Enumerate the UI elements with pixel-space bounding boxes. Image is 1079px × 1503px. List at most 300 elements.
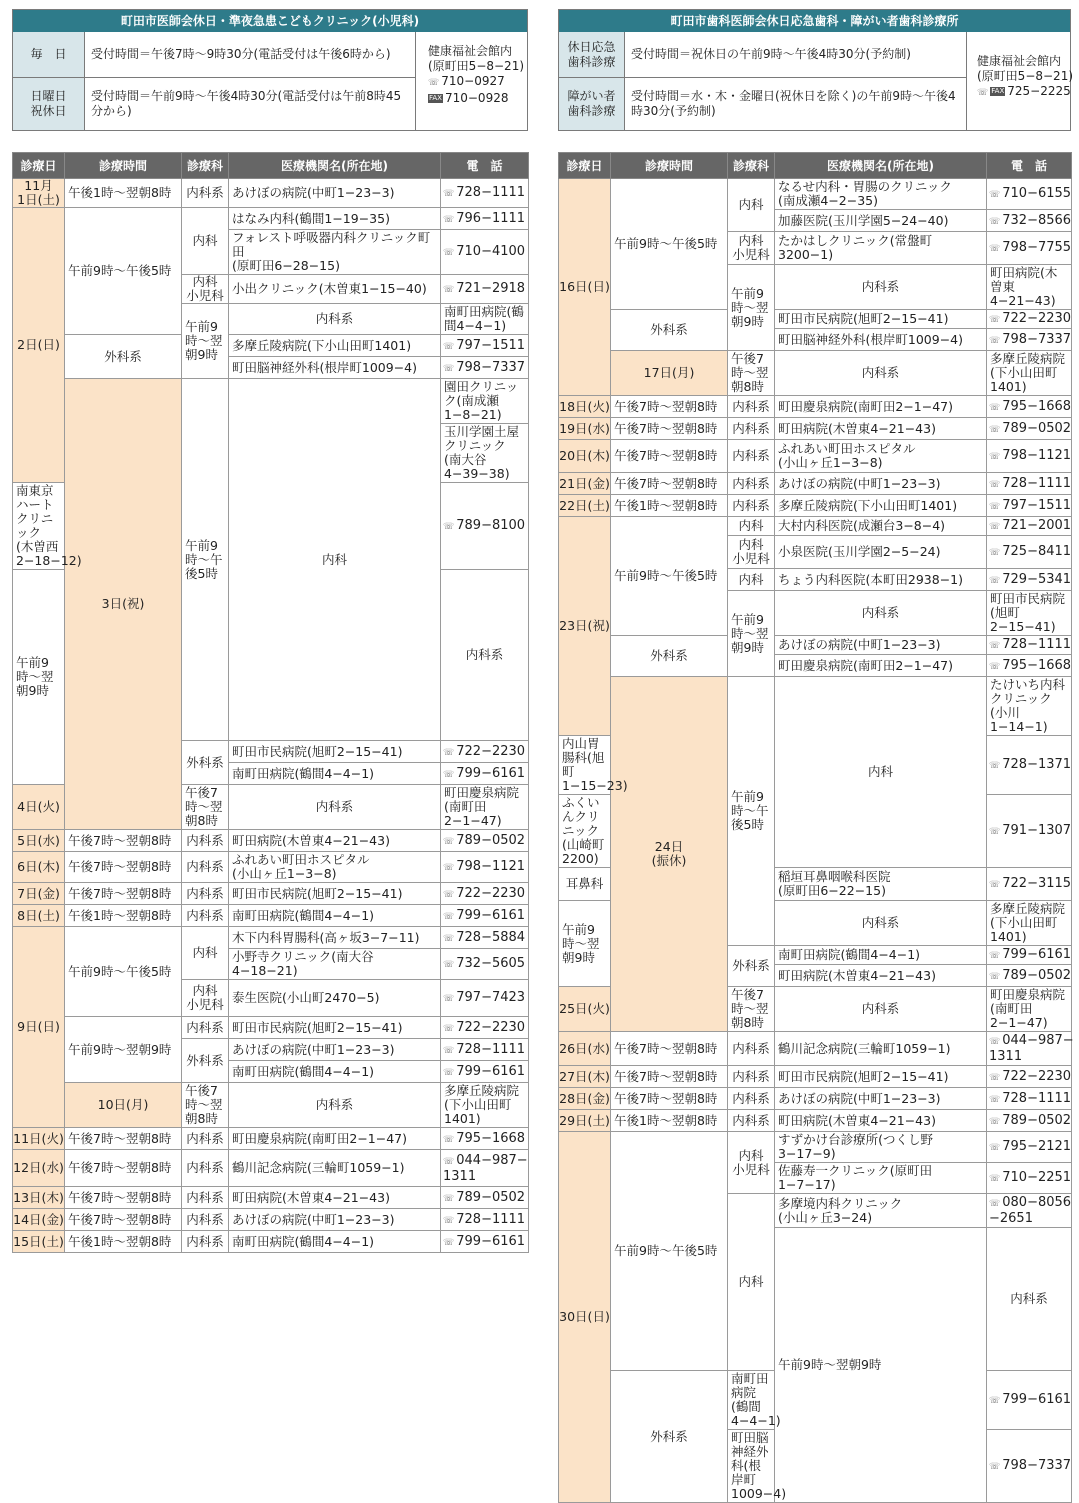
phone-icon: ☏ <box>989 190 1001 200</box>
cell-text: 多摩丘陵病院(下小山田町1401) <box>990 351 1066 394</box>
cell-text: 内科系 <box>186 1019 224 1035</box>
phone-icon: ☏ <box>443 1193 455 1204</box>
cell-text: 南町田病院(鶴間4−4−1) <box>778 947 921 962</box>
cell-text: 22日(土) <box>559 497 610 513</box>
phone-number: 729−5341 <box>1002 571 1072 587</box>
cell-text: 園田クリニック(南成瀬1−8−21) <box>444 379 519 422</box>
phone-number: 797−1511 <box>1002 497 1072 513</box>
row-label: 日曜日 祝休日 <box>13 78 85 130</box>
cell-text: 10日(月) <box>97 1097 149 1112</box>
facility-cell <box>229 1061 441 1083</box>
hours-cell <box>611 495 728 517</box>
cell-text: 内科系 <box>732 1112 770 1128</box>
cell-text: はなみ内科(鶴間1−19−35) <box>232 210 390 226</box>
cell-text: 午前9時〜翌朝9時 <box>731 611 769 655</box>
cell-text: 町田市民病院(旭町2−15−41) <box>778 311 949 326</box>
cell-text: 町田脳神経外科(根岸町1009−4) <box>778 331 963 347</box>
cell-text: ふれあい町田ホスピタル (小山ヶ丘1−3−8) <box>778 441 916 470</box>
dept-cell <box>775 987 987 1032</box>
cell-text: 内科系 <box>186 885 224 901</box>
date-cell <box>13 1231 65 1253</box>
cell-text: 町田市民病院(旭町2−15−41) <box>232 743 403 759</box>
cell-text: 多摩境内科クリニック (小山ヶ丘3−24) <box>778 1195 903 1225</box>
cell-text: 町田脳神経外科(根岸町1009−4) <box>232 359 417 375</box>
date-cell <box>611 351 728 396</box>
cell-text: 5日(水) <box>17 832 60 848</box>
hours-cell <box>728 591 775 677</box>
dept-cell <box>728 1194 775 1371</box>
cell-text: 南町田病院(鶴間4−4−1) <box>444 304 524 333</box>
dept-cell <box>182 179 229 208</box>
cell-text: 21日(金) <box>559 475 610 491</box>
header-facility: 医療機関名(所在地) <box>229 153 441 179</box>
cell-text: 14日(金) <box>13 1211 64 1227</box>
phone-number: 791−1307 <box>1002 823 1072 838</box>
info-box-title: 町田市医師会休日・準夜急患こどもクリニック(小児科) <box>13 10 527 32</box>
facility-cell <box>728 1371 781 1430</box>
phone-number: 799−6161 <box>456 1063 526 1079</box>
cell-text: 8日(土) <box>17 907 60 923</box>
dept-cell <box>728 495 775 517</box>
cell-text: 内科系 <box>315 311 354 326</box>
table-row <box>13 379 529 424</box>
date-cell <box>13 852 65 883</box>
phone-cell <box>987 1066 1072 1088</box>
phone-number: 799−6161 <box>456 907 526 923</box>
cell-text: 南町田病院(鶴間4−4−1) <box>232 1233 375 1249</box>
phone-icon: ☏ <box>443 285 455 295</box>
cell-text: 16日(日) <box>559 279 610 294</box>
table-row <box>559 310 1072 329</box>
phone-cell <box>987 1088 1072 1110</box>
table-row <box>559 418 1072 440</box>
dept-cell <box>775 591 987 636</box>
dept-cell <box>728 536 775 569</box>
phone-cell <box>987 1132 1072 1163</box>
dept-cell <box>229 1083 441 1128</box>
cell-text: 町田脳神経外科(根岸町1009−4) <box>731 1430 787 1501</box>
phone-cell <box>987 418 1072 440</box>
cell-text: 内科系 <box>315 799 354 814</box>
phone-number: 722−2230 <box>456 885 526 901</box>
phone-icon: ☏ <box>443 911 455 922</box>
cell-text: 午後7時〜翌朝8時 <box>68 1160 172 1175</box>
hours-cell <box>182 1083 229 1128</box>
phone-icon: ☏ <box>443 363 455 374</box>
cell-text: 木下内科胃腸科(高ヶ坂3−7−11) <box>232 929 420 945</box>
header-phone: 電 話 <box>441 153 529 179</box>
phone-cell <box>987 1194 1072 1228</box>
cell-text: 午後7時〜翌朝8時 <box>614 448 718 463</box>
cell-text: 町田慶泉病院(南町田2−1−47) <box>232 1130 408 1146</box>
table-row <box>13 1017 529 1039</box>
facility-cell <box>987 677 1072 736</box>
phone-icon: ☏ <box>989 424 1001 435</box>
cell-text: 午後7時〜翌朝8時 <box>614 1040 718 1056</box>
facility-cell <box>775 418 987 440</box>
cell-text: 11日(火) <box>13 1130 64 1146</box>
dept-cell <box>182 927 229 980</box>
phone-icon: ☏ <box>989 951 1001 961</box>
cell-text: 18日(火) <box>559 398 610 414</box>
table-row <box>13 179 529 208</box>
cell-text: 内科系 <box>732 497 770 513</box>
cell-text: 午後7時〜翌朝8時 <box>731 987 769 1030</box>
cell-text: 午後7時〜翌朝8時 <box>68 832 172 848</box>
row-label: 毎 日 <box>13 32 85 77</box>
cell-text: 内科系 <box>861 365 900 380</box>
phone-cell <box>441 830 529 852</box>
phone-number: 710−6155 <box>1002 186 1072 201</box>
cell-text: 町田病院(木曽東4−21−43) <box>778 967 936 983</box>
cell-text: 内科系 <box>186 1233 224 1249</box>
cell-text: 内科 <box>321 551 347 567</box>
facility-cell <box>229 949 441 980</box>
date-cell <box>65 379 182 830</box>
date-cell <box>559 987 611 1032</box>
table-row <box>13 1128 529 1150</box>
info-box-dental <box>558 9 1074 131</box>
phone-number: 798−1121 <box>1002 448 1072 463</box>
facility-cell <box>775 495 987 517</box>
row-text: 受付時間＝祝休日の午前9時〜午後4時30分(予約制) <box>631 47 911 61</box>
phone-number: 797−1511 <box>456 337 526 353</box>
dept-cell <box>775 901 987 946</box>
facility-cell <box>229 852 441 883</box>
phone-cell <box>441 1187 529 1209</box>
date-cell <box>559 473 611 495</box>
facility-cell <box>229 1128 441 1150</box>
phone-cell <box>987 868 1072 901</box>
venue-address: (原町田5−8−21) <box>977 69 1074 83</box>
dept-cell <box>775 677 987 868</box>
cell-text: 25日(火) <box>559 1001 610 1016</box>
hours-cell <box>182 379 229 741</box>
phone-icon: ☏ <box>443 1156 455 1167</box>
phone-cell <box>441 179 529 208</box>
dept-cell <box>182 275 229 304</box>
hours-cell <box>65 179 182 208</box>
table-row <box>559 179 1072 210</box>
dept-cell <box>229 379 441 741</box>
phone-icon: ☏ <box>989 1462 1001 1472</box>
cell-text: 内科系 <box>315 1097 354 1112</box>
hours-cell <box>611 1132 728 1371</box>
phone-number: 044−987− 1311 <box>443 1152 528 1184</box>
hours-cell <box>728 265 775 351</box>
facility-cell <box>229 905 441 927</box>
phone-icon: ☏ <box>989 827 1001 837</box>
hours-cell <box>728 987 775 1032</box>
date-cell <box>13 179 65 208</box>
phone-cell <box>987 795 1072 868</box>
hours-cell <box>611 418 728 440</box>
facility-cell <box>229 1209 441 1231</box>
cell-text: 玉川学園土屋クリニック (南大谷4−39−38) <box>444 424 520 481</box>
schedule-table-right <box>558 152 1072 1503</box>
cell-text: 多摩丘陵病院(下小山田町1401) <box>444 1083 520 1126</box>
phone-cell <box>441 980 529 1017</box>
dept-cell <box>728 1132 775 1194</box>
phone-cell <box>441 483 529 570</box>
dept-cell <box>728 418 775 440</box>
facility-cell <box>775 232 987 265</box>
cell-text: 午後7時〜翌朝8時 <box>68 859 172 874</box>
phone-cell <box>987 636 1072 655</box>
table-row <box>559 677 1072 736</box>
row-label: 障がい者 歯科診療 <box>559 78 625 130</box>
dept-cell <box>182 741 229 785</box>
cell-text: 町田慶泉病院(南町田2−1−47) <box>778 398 954 414</box>
phone-cell <box>987 440 1072 473</box>
cell-text: 町田市民病院(旭町2−15−41) <box>990 591 1066 634</box>
cell-text: 町田病院(木曽東4−21−43) <box>232 832 390 848</box>
phone-number: 728−1111 <box>456 185 526 200</box>
phone-number: 795−1668 <box>1002 398 1072 414</box>
phone-cell <box>987 1163 1072 1194</box>
facility-cell <box>229 1039 441 1061</box>
phone-cell <box>987 536 1072 569</box>
cell-text: 内科 小児科 <box>732 233 770 262</box>
phone-cell <box>441 1150 529 1187</box>
phone-number: 797−7423 <box>456 990 526 1005</box>
cell-text: 南町田病院(鶴間4−4−1) <box>232 765 375 781</box>
phone-icon: ☏ <box>989 575 1001 586</box>
table-row <box>559 396 1072 418</box>
cell-text: 午前9時〜翌朝9時 <box>185 319 223 362</box>
date-cell <box>13 1209 65 1231</box>
facility-cell <box>775 396 987 418</box>
phone-number: 795−1668 <box>456 1130 526 1146</box>
cell-text: 内科 小児科 <box>186 983 224 1012</box>
date-cell <box>13 830 65 852</box>
hours-cell <box>611 179 728 310</box>
info-box-title: 町田市歯科医師会休日応急歯科・障がい者歯科診療所 <box>559 10 1070 32</box>
dept-cell <box>182 1017 229 1039</box>
facility-cell <box>441 304 529 335</box>
facility-cell <box>229 1150 441 1187</box>
table-row <box>559 1032 1072 1066</box>
dept-cell <box>728 396 775 418</box>
hours-cell <box>559 901 611 987</box>
phone-icon: ☏ <box>443 1237 455 1248</box>
phone-number: 710−4100 <box>456 244 526 259</box>
hours-cell <box>611 1088 728 1110</box>
phone-number: 789−0502 <box>456 832 526 848</box>
phone-icon: ☏ <box>443 341 455 352</box>
cell-text: 29日(土) <box>559 1112 610 1128</box>
phone-number: 722−2230 <box>1002 311 1072 326</box>
facility-cell <box>775 655 987 677</box>
header-date: 診療日 <box>13 153 65 179</box>
header-dept: 診療科 <box>728 153 775 179</box>
hours-cell <box>65 208 182 335</box>
date-cell <box>559 1110 611 1132</box>
phone-number: 798−7755 <box>1002 240 1072 255</box>
facility-cell <box>775 946 987 965</box>
cell-text: 内科 小児科 <box>732 1147 770 1177</box>
cell-text: 内科 <box>738 1274 764 1289</box>
phone-number: 722−2230 <box>456 1019 526 1035</box>
phone-icon: ☏ <box>443 933 455 944</box>
phone-number: 721−2001 <box>1002 518 1072 533</box>
hours-cell <box>65 1017 182 1083</box>
phone-number: 799−6161 <box>456 1233 526 1249</box>
facility-cell <box>229 357 441 379</box>
row-label: 休日応急 歯科診療 <box>559 32 625 77</box>
phone-icon: ☏ <box>443 1023 455 1034</box>
cell-text: 内科系 <box>465 647 504 662</box>
cell-text: 町田市民病院(旭町2−15−41) <box>778 1068 949 1084</box>
cell-text: 15日(土) <box>13 1233 64 1249</box>
phone-icon: ☏ <box>443 189 455 199</box>
phone-icon: ☏ <box>443 863 455 873</box>
phone-number: 725−8411 <box>1002 544 1072 559</box>
cell-text: 午前9時〜午後5時 <box>185 537 223 581</box>
cell-text: 内科 <box>192 945 218 960</box>
date-cell <box>611 677 728 1032</box>
phone-icon: ☏ <box>977 88 989 98</box>
cell-text: 小野寺クリニック(南大谷4−18−21) <box>232 949 374 978</box>
facility-cell <box>441 785 529 830</box>
cell-text: 町田慶泉病院(南町田2−1−47) <box>990 987 1066 1030</box>
cell-text: 7日(金) <box>17 885 60 901</box>
phone-cell <box>441 905 529 927</box>
phone-cell <box>441 927 529 949</box>
cell-text: 内科系 <box>186 859 224 874</box>
phone-number: 044−987− 1311 <box>989 1033 1074 1064</box>
cell-text: 内科 <box>738 197 764 212</box>
cell-text: 内科系 <box>732 448 770 463</box>
cell-text: 午後7時〜翌朝8時 <box>614 1090 718 1106</box>
dept-cell <box>728 1066 775 1088</box>
date-cell <box>13 208 65 483</box>
hours-cell <box>182 304 229 379</box>
cell-text: 30日(日) <box>559 1309 610 1324</box>
table-row <box>559 473 1072 495</box>
header-dept: 診療科 <box>182 153 229 179</box>
phone-cell <box>441 275 529 304</box>
facility-cell <box>229 275 441 304</box>
table-row <box>13 1209 529 1231</box>
cell-text: たかはしクリニック(常盤町3200−1) <box>778 233 933 262</box>
cell-text: 午前9時〜翌朝9時 <box>731 285 769 329</box>
phone-icon: ☏ <box>443 522 455 532</box>
dept-cell <box>728 1088 775 1110</box>
cell-text: 内科系 <box>861 279 900 294</box>
cell-text: 午後1時〜翌朝8時 <box>614 497 718 513</box>
phone-number: 789−8100 <box>456 518 526 533</box>
phone-icon: ☏ <box>989 1143 1001 1153</box>
table-row <box>13 905 529 927</box>
phone-number: 710−2251 <box>1002 1170 1072 1185</box>
dept-cell <box>182 1209 229 1231</box>
cell-text: 内科系 <box>186 1160 224 1175</box>
hours-cell <box>611 517 728 636</box>
cell-text: 多摩丘陵病院(下小山田町1401) <box>232 337 412 353</box>
dept-cell <box>775 351 987 396</box>
date-cell <box>559 1132 611 1503</box>
facility-cell <box>775 179 987 210</box>
phone-cell <box>987 1032 1072 1066</box>
table-row <box>559 1132 1072 1163</box>
phone-number: 728−1111 <box>456 1041 526 1057</box>
phone-cell <box>441 949 529 980</box>
dept-cell <box>728 473 775 495</box>
phone-cell <box>987 946 1072 965</box>
facility-cell <box>775 329 987 351</box>
phone-icon: ☏ <box>989 335 1001 346</box>
dept-cell <box>611 310 728 351</box>
phone-icon: ☏ <box>989 479 1001 490</box>
cell-text: 13日(木) <box>13 1189 64 1205</box>
dept-cell <box>65 335 182 379</box>
phone-cell <box>441 335 529 357</box>
phone-icon: ☏ <box>443 836 455 847</box>
dept-cell <box>728 179 775 232</box>
cell-text: 2日(日) <box>17 337 60 352</box>
dept-cell <box>182 1187 229 1209</box>
table-row <box>559 495 1072 517</box>
facility-cell <box>229 208 441 230</box>
cell-text: 午後7時〜翌朝8時 <box>68 885 172 901</box>
date-cell <box>559 418 611 440</box>
phone-cell <box>441 1209 529 1231</box>
phone-number: 721−2918 <box>456 281 526 296</box>
date-cell <box>65 1083 182 1128</box>
cell-text: 町田慶泉病院(南町田2−1−47) <box>778 657 954 673</box>
dept-cell <box>559 868 611 901</box>
cell-text: 午後7時〜翌朝8時 <box>614 1068 718 1084</box>
phone-number: 732−5605 <box>456 956 526 971</box>
facility-cell <box>775 536 987 569</box>
phone-number: 789−0502 <box>1002 1112 1072 1128</box>
cell-text: 19日(水) <box>559 420 610 436</box>
cell-text: 内科系 <box>732 1040 770 1056</box>
phone-number: 732−8566 <box>1002 212 1072 228</box>
cell-text: 午前9時〜午後5時 <box>68 263 172 278</box>
facility-cell <box>559 736 628 795</box>
phone-icon: ☏ <box>989 971 1001 982</box>
phone-number: 799−6161 <box>1002 1392 1072 1407</box>
cell-text: 23日(祝) <box>559 618 610 633</box>
cell-text: 午後7時〜翌朝8時 <box>614 475 718 491</box>
cell-text: 午前9時〜翌朝9時 <box>778 1357 882 1372</box>
cell-text: 午前9時〜午後5時 <box>614 236 718 251</box>
header-date: 診療日 <box>559 153 611 179</box>
dept-cell <box>182 980 229 1017</box>
phone-cell <box>441 1039 529 1061</box>
phone-cell <box>441 208 529 230</box>
hours-cell <box>65 830 182 852</box>
dept-cell <box>229 785 441 830</box>
phone-number: 798−7337 <box>1002 1458 1072 1473</box>
date-cell <box>13 785 65 830</box>
phone-number: 799−6161 <box>1002 947 1072 962</box>
phone-cell <box>441 1231 529 1253</box>
cell-text: 南町田病院(鶴間4−4−1) <box>232 907 375 923</box>
cell-text: 内科系 <box>732 1068 770 1084</box>
cell-text: 内科系 <box>861 605 900 620</box>
dept-cell <box>182 1231 229 1253</box>
phone-number: 795−1668 <box>1002 657 1072 673</box>
date-cell <box>13 1150 65 1187</box>
phone-icon: ☏ <box>989 761 1001 771</box>
phone-icon: ☏ <box>443 747 455 758</box>
cell-text: 内科系 <box>732 398 770 414</box>
phone-cell <box>987 569 1072 591</box>
cell-text: 耳鼻科 <box>565 876 604 891</box>
